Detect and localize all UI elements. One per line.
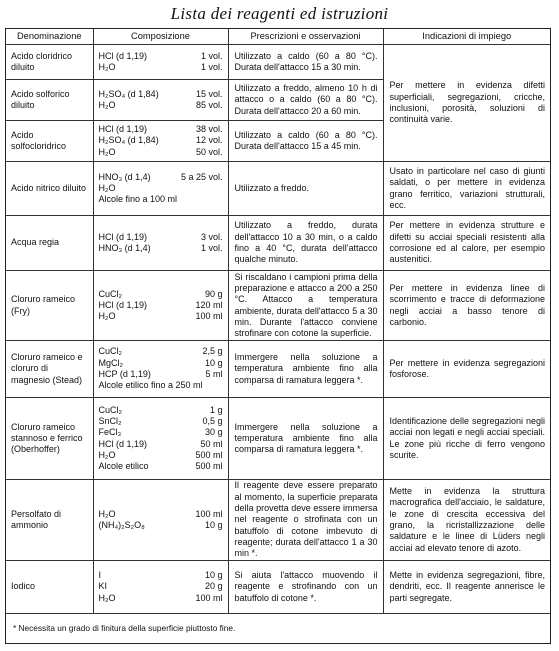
reagent-name: Cloruro rameico (Fry) xyxy=(6,271,93,341)
reagent-composition xyxy=(93,271,228,341)
composition-line xyxy=(99,194,223,205)
usage-text: Mette in evidenza segregazioni, fibre, dendriti, ecc. Il reagente annerisce le parti segregate. xyxy=(389,570,545,603)
component: H₂SO₄ (d 1,84) xyxy=(98,88,159,99)
usage-cell xyxy=(383,341,550,398)
component: HCl (d 1,19) xyxy=(98,438,148,449)
component: HNO₃ (d 1,4) xyxy=(98,171,151,182)
component-amount: 90 g xyxy=(204,288,223,299)
component: (NH₄)₂S₂O₈ xyxy=(98,520,145,530)
table-row xyxy=(6,480,550,561)
component: H₂O xyxy=(98,62,116,72)
component: H₂O xyxy=(98,508,116,519)
component-amount: 1 g xyxy=(209,404,223,415)
header-prescrizioni: Prescrizioni e osservazioni xyxy=(228,29,383,45)
component: KI xyxy=(98,581,108,592)
component: Alcole etilico fino a 250 ml xyxy=(98,380,203,391)
reagent-composition xyxy=(93,80,228,121)
component: Alcole etilico xyxy=(98,461,149,472)
reagents-table xyxy=(6,29,550,614)
component-amount: 120 ml xyxy=(195,299,223,310)
composition-line xyxy=(99,439,223,450)
component-amount: 2,5 g xyxy=(202,346,223,357)
composition-line xyxy=(99,346,223,357)
reagent-composition xyxy=(93,341,228,398)
reagent-composition xyxy=(93,480,228,561)
composition-line xyxy=(99,183,223,194)
component: Alcole fino a 100 ml xyxy=(98,194,178,205)
prescription-text: Utilizzato a caldo (60 a 80 °C). Durata dell'attacco 15 a 45 min. xyxy=(234,129,378,151)
reagent-composition xyxy=(93,561,228,614)
component: CuCl₂ xyxy=(98,346,122,357)
component-amount: 1 vol. xyxy=(200,243,223,253)
composition-line xyxy=(99,416,223,427)
usage-cell xyxy=(383,162,550,216)
composition-line xyxy=(99,593,223,604)
table-row xyxy=(6,341,550,398)
component-amount: 10 g xyxy=(204,520,223,530)
composition-line xyxy=(99,172,223,183)
composition-line xyxy=(99,405,223,416)
component-amount: 100 ml xyxy=(195,592,223,603)
composition-line xyxy=(99,427,223,438)
prescription-text: Si riscaldano i campioni prima della preparazione e attacco a 200 a 250 °C. Attacco a temperatura ambiente, durata dell'attacco 5 a 30 min. Durante l'attacco conviene strofinare con cotone la superficie. xyxy=(234,271,378,339)
usage-text: Per mettere in evidenza segregazioni fosforose. xyxy=(389,357,545,379)
table-row xyxy=(6,45,550,80)
prescription-cell xyxy=(228,480,383,561)
reagent-name: Acido solforico diluito xyxy=(6,80,93,121)
composition-line xyxy=(99,581,223,592)
prescription-cell xyxy=(228,121,383,162)
component-amount: 50 ml xyxy=(200,438,223,449)
reagent-composition xyxy=(93,216,228,271)
table-row xyxy=(6,216,550,271)
usage-text: Per mettere in evidenza difetti superficiali, segregazioni, cricche, inclusioni, porosità, soluzioni di continuità varie. xyxy=(389,80,545,125)
page-title: Lista dei reagenti ed istruzioni xyxy=(170,4,389,23)
component-amount: 500 ml xyxy=(195,461,223,472)
reagent-name: Persolfato di ammonio xyxy=(6,480,93,561)
component-amount: 38 vol. xyxy=(195,124,223,135)
prescription-text: Si aiuta l'attacco muovendo il reagente e strofinando con un batuffolo di cotone *. xyxy=(234,570,378,603)
usage-cell xyxy=(383,45,550,162)
table-row xyxy=(6,561,550,614)
component-amount: 10 g xyxy=(204,357,223,368)
component: H₂O xyxy=(98,182,116,193)
usage-text: Per mettere in evidenza linee di scorrimento e tracce di deformazione negli acciai a basso tenore di carbonio. xyxy=(389,282,545,327)
component: FeCl₃ xyxy=(98,427,122,438)
prescription-cell xyxy=(228,45,383,80)
usage-text: Mette in evidenza la struttura macrografica dell'acciaio, le saldature, le zone di crescita eccessiva del grano, la ricristallizzazione delle saldature e le linee di Lüders negli acciai ad elevato tenore di azoto. xyxy=(389,486,545,553)
component-amount: 3 vol. xyxy=(200,231,223,242)
usage-text: Identificazione delle segregazioni negli acciai non legati e negli acciai speciali. Le zone più ricche di ferro vengono scurite. xyxy=(389,415,545,460)
component: H₂O xyxy=(98,311,116,322)
reagent-composition xyxy=(93,45,228,80)
reagent-composition xyxy=(93,121,228,162)
composition-line xyxy=(99,509,223,520)
component-amount: 15 vol. xyxy=(195,88,223,99)
composition-line xyxy=(99,520,223,531)
prescription-text: Immergere nella soluzione a temperatura ambiente fino alla comparsa di ramatura leggera *. xyxy=(234,421,378,455)
table-row xyxy=(6,398,550,480)
component: HCl (d 1,19) xyxy=(98,50,148,61)
reagent-name: Acido solfocloridrico xyxy=(6,121,93,162)
prescription-cell xyxy=(228,162,383,216)
reagents-table-frame xyxy=(5,28,551,644)
composition-line xyxy=(99,450,223,461)
prescription-text: Utilizzato a freddo. xyxy=(234,182,310,193)
prescription-text: Utilizzato a caldo (60 a 80 °C). Durata dell'attacco 15 a 30 min. xyxy=(234,50,378,72)
reagent-name: Acqua regia xyxy=(6,216,93,271)
composition-line xyxy=(99,51,223,62)
composition-line xyxy=(99,461,223,472)
composition-line xyxy=(99,369,223,380)
reagent-name: Cloruro rameico stannoso e ferrico (Oberhoffer) xyxy=(6,398,93,480)
component: HCl (d 1,19) xyxy=(98,231,148,242)
component-amount: 100 ml xyxy=(195,311,223,322)
component-amount: 1 vol. xyxy=(200,62,223,72)
prescription-cell xyxy=(228,341,383,398)
prescription-text: Immergere nella soluzione a temperatura ambiente fino alla comparsa di ramatura leggera *. xyxy=(234,352,378,385)
prescription-cell xyxy=(228,398,383,480)
component-amount: 0,5 g xyxy=(202,415,223,426)
component: H₂O xyxy=(98,592,116,603)
component-amount: 10 g xyxy=(204,570,223,581)
reagent-name: Iodico xyxy=(6,561,93,614)
composition-line xyxy=(99,147,223,158)
component: H₂SO₄ (d 1,84) xyxy=(98,135,159,146)
component-amount: 500 ml xyxy=(195,449,223,460)
composition-line xyxy=(99,124,223,135)
component-amount: 5 ml xyxy=(205,369,223,379)
component-amount: 30 g xyxy=(204,427,223,438)
reagent-composition xyxy=(93,398,228,480)
component: CuCl₂ xyxy=(98,288,122,299)
component: H₂O xyxy=(98,449,116,460)
component: HCl (d 1,19) xyxy=(98,299,148,310)
usage-cell xyxy=(383,271,550,341)
composition-line xyxy=(99,570,223,581)
usage-text: Usato in particolare nel caso di giunti saldati, o per mettere in evidenza grano ferritico, variazioni strutturali, ecc. xyxy=(389,165,545,210)
component: HCl (d 1,19) xyxy=(98,124,148,135)
composition-line xyxy=(99,289,223,300)
component: I xyxy=(98,570,102,581)
header-composizione: Composizione xyxy=(93,29,228,45)
header-denominazione: Denominazione xyxy=(6,29,93,45)
component-amount: 1 vol. xyxy=(200,50,223,61)
prescription-cell xyxy=(228,561,383,614)
composition-line xyxy=(99,89,223,100)
reagent-name: Acido cloridrico diluito xyxy=(6,45,93,80)
composition-line xyxy=(99,62,223,73)
composition-line xyxy=(99,100,223,111)
component: MgCl₂ xyxy=(98,357,123,368)
component-amount: 100 ml xyxy=(195,508,223,519)
header-indicazioni: Indicazioni di impiego xyxy=(383,29,550,45)
composition-line xyxy=(99,135,223,146)
component: CuCl₂ xyxy=(98,404,122,415)
table-row xyxy=(6,271,550,341)
composition-line xyxy=(99,311,223,322)
composition-line xyxy=(99,232,223,243)
prescription-cell xyxy=(228,80,383,121)
usage-cell xyxy=(383,561,550,614)
component: SnCl₂ xyxy=(98,415,122,426)
composition-line xyxy=(99,380,223,391)
prescription-text: Utilizzato a freddo, durata dell'attacco 10 a 30 min, o a caldo fino a 40 °C, durata dell'attacco qualche minuto. xyxy=(234,220,378,265)
component: H₂O xyxy=(98,146,116,157)
component-amount: 20 g xyxy=(204,581,223,592)
component: HNO₃ (d 1,4) xyxy=(98,243,151,253)
reagent-name: Acido nitrico diluito xyxy=(6,162,93,216)
prescription-text: Utilizzato a freddo, almeno 10 h di attacco o a caldo (60 a 80 °C). Durata dell'attacco 20 a 60 min. xyxy=(234,83,378,116)
component-amount: 85 vol. xyxy=(195,100,223,110)
component: HCP (d 1,19) xyxy=(98,369,151,379)
component-amount: 5 a 25 vol. xyxy=(180,171,223,182)
composition-line xyxy=(99,300,223,311)
footnote: * Necessita un grado di finitura della superficie piuttosto fine. xyxy=(13,623,236,633)
prescription-cell xyxy=(228,216,383,271)
reagent-name: Cloruro rameico e cloruro di magnesio (Stead) xyxy=(6,341,93,398)
usage-cell xyxy=(383,480,550,561)
usage-cell xyxy=(383,216,550,271)
component-amount: 12 vol. xyxy=(195,135,223,146)
reagent-composition xyxy=(93,162,228,216)
prescription-cell xyxy=(228,271,383,341)
usage-cell xyxy=(383,398,550,480)
table-row xyxy=(6,162,550,216)
composition-line xyxy=(99,243,223,254)
prescription-text: Il reagente deve essere preparato al momento, la superficie preparata della provetta deve essere immersa nel reagente o strofinata con un batuffolo di cotone imbevuto di reagente; durata dell'attacco 1 a 30 min *. xyxy=(234,480,378,559)
component: H₂O xyxy=(98,100,116,110)
component-amount: 50 vol. xyxy=(195,146,223,157)
usage-text: Per mettere in evidenza strutture e difetti su acciai speciali resistenti alla corrosione ed al calore, per esempio austenitici. xyxy=(389,220,545,265)
composition-line xyxy=(99,358,223,369)
